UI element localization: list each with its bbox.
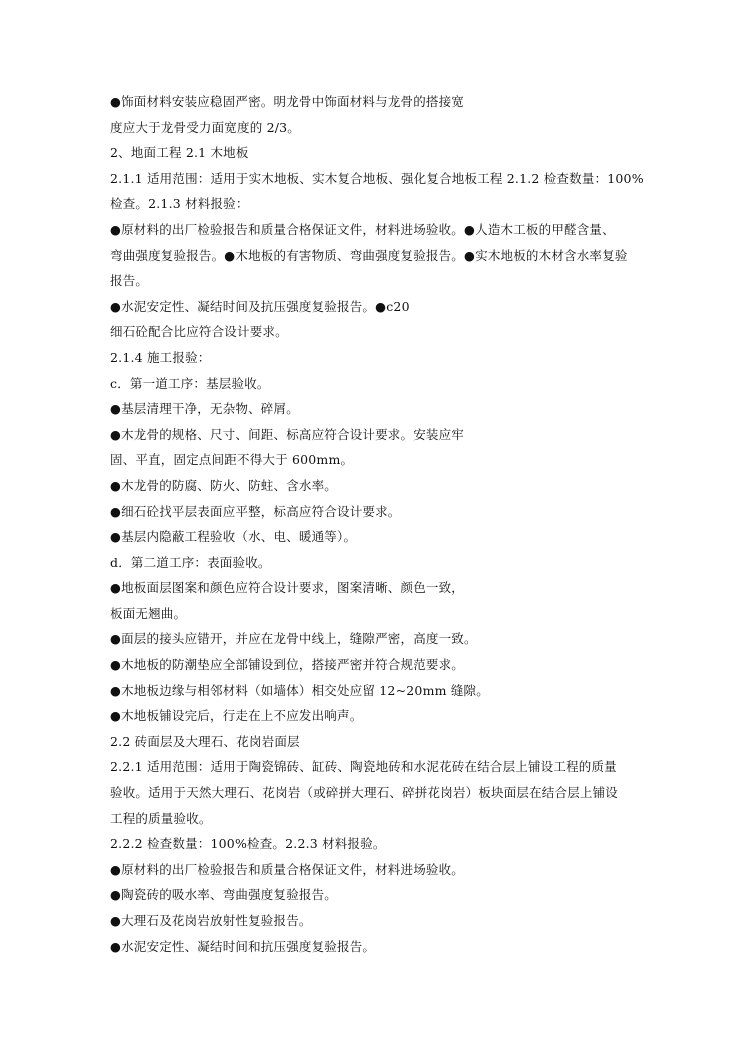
text-line: 2.2.2 检查数量：100%检查。2.2.3 材料报验。 bbox=[110, 836, 386, 852]
text-line: 细石砼配合比应符合设计要求。 bbox=[110, 324, 288, 340]
text-line: ●地板面层图案和颜色应符合设计要求，图案清晰、颜色一致， bbox=[110, 580, 465, 596]
text-line: 固、平直，固定点间距不得大于 600mm。 bbox=[110, 452, 354, 468]
text-line: ●面层的接头应错开，并应在龙骨中线上，缝隙严密，高度一致。 bbox=[110, 631, 477, 647]
text-line: 2.1.1 适用范围：适用于实木地板、实木复合地板、强化复合地板工程 2.1.2 检查数量：100% bbox=[110, 170, 644, 186]
text-line: 2.2.1 适用范围：适用于陶瓷锦砖、缸砖、陶瓷地砖和水泥花砖在结合层上铺设工程的质量 bbox=[110, 759, 617, 775]
text-line: c．第一道工序：基层验收。 bbox=[110, 375, 270, 391]
text-line: ●水泥安定性、凝结时间及抗压强度复验报告。●c20 bbox=[110, 298, 410, 314]
text-line: ●木地板铺设完后，行走在上不应发出响声。 bbox=[110, 708, 363, 724]
section-heading: 2.2 砖面层及大理石、花岗岩面层 bbox=[110, 733, 300, 749]
text-line: 验收。适用于天然大理石、花岗岩（或碎拼大理石、碎拼花岗岩）板块面层在结合层上铺设 bbox=[110, 785, 619, 801]
text-line: ●基层内隐蔽工程验收（水、电、暖通等）。 bbox=[110, 529, 357, 545]
text-line: ●基层清理干净，无杂物、碎屑。 bbox=[110, 401, 299, 417]
text-line: ●木龙骨的防腐、防火、防蛀、含水率。 bbox=[110, 477, 338, 493]
text-line: ●原材料的出厂检验报告和质量合格保证文件，材料进场验收。 bbox=[110, 861, 465, 877]
subsection-heading: 2.1.4 施工报验： bbox=[110, 349, 211, 365]
text-line: ●大理石及花岗岩放射性复验报告。 bbox=[110, 913, 312, 928]
text-line: 报告。 bbox=[110, 273, 149, 289]
text-line: 板面无翘曲。 bbox=[110, 605, 187, 621]
text-line: 度应大于龙骨受力面宽度的 2/3。 bbox=[110, 119, 300, 135]
text-line: ●饰面材料安装应稳固严密。明龙骨中饰面材料与龙骨的搭接宽 bbox=[110, 94, 465, 109]
text-line: d．第二道工序：表面验收。 bbox=[110, 554, 271, 570]
text-line: ●水泥安定性、凝结时间和抗压强度复验报告。 bbox=[110, 938, 376, 954]
text-line: ●原材料的出厂检验报告和质量合格保证文件，材料进场验收。●人造木工板的甲醛含量、 bbox=[110, 221, 615, 237]
text-line: 弯曲强度复验报告。●木地板的有害物质、弯曲强度复验报告。●实木地板的木材含水率复验 bbox=[110, 247, 628, 263]
document-body bbox=[110, 89, 650, 959]
text-line: ●木地板边缘与相邻材料（如墙体）相交处应留 12~20mm 缝隙。 bbox=[110, 682, 489, 698]
text-line: 工程的质量验收。 bbox=[110, 810, 212, 826]
text-line: ●木龙骨的规格、尺寸、间距、标高应符合设计要求。安装应牢 bbox=[110, 426, 465, 442]
section-heading: 2、地面工程 2.1 木地板 bbox=[110, 145, 249, 161]
text-line: ●木地板的防潮垫应全部铺设到位，搭接严密并符合规范要求。 bbox=[110, 657, 465, 673]
text-line: ●细石砼找平层表面应平整，标高应符合设计要求。 bbox=[110, 503, 401, 519]
text-line: 检查。2.1.3 材料报验： bbox=[110, 196, 249, 212]
text-line: ●陶瓷砖的吸水率、弯曲强度复验报告。 bbox=[110, 887, 338, 903]
